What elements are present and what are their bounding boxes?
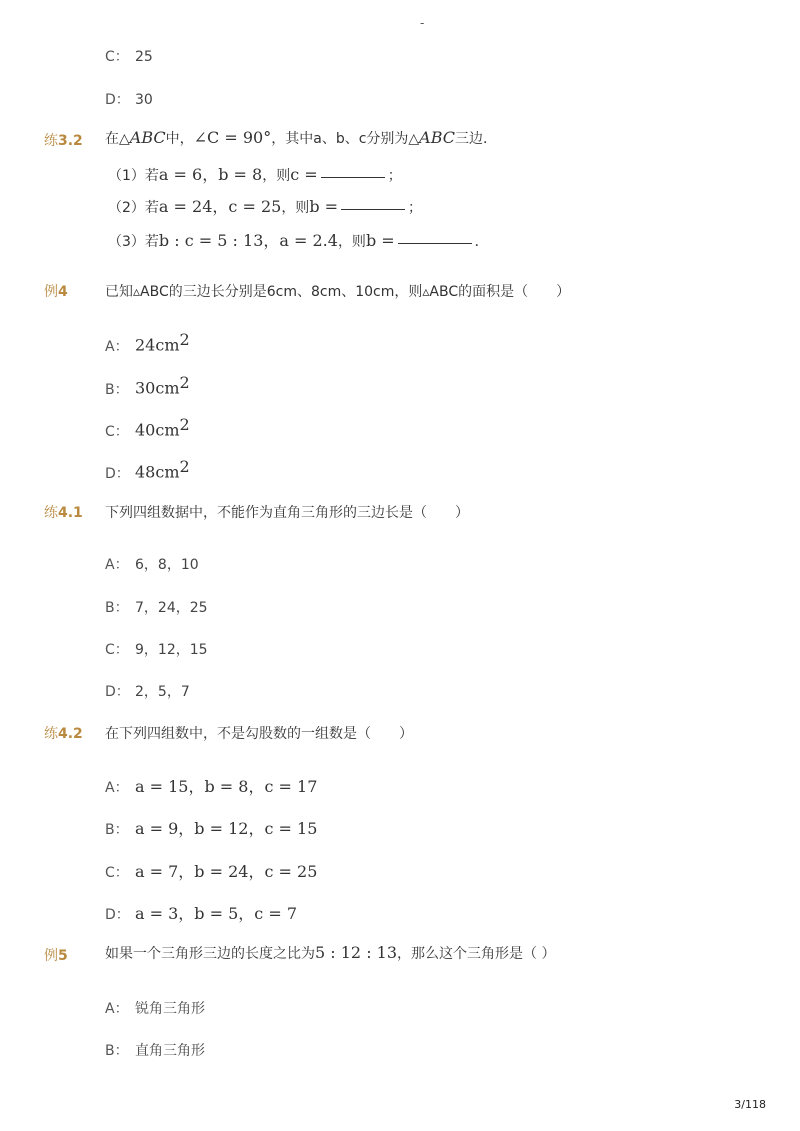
- answer-blank[interactable]: [341, 208, 405, 210]
- sub-text: ．: [474, 234, 489, 250]
- option-label: B：: [105, 381, 129, 398]
- option-c[interactable]: [105, 415, 190, 441]
- tag-number: 4.1: [58, 505, 83, 521]
- stem-text: ，其中a、b、c分别为△: [271, 131, 420, 147]
- stem-text: 中，: [165, 131, 194, 147]
- subquestion-2: [108, 194, 422, 217]
- option-b[interactable]: [105, 597, 208, 617]
- option-label: A：: [105, 1001, 129, 1017]
- tag-prefix: 练: [44, 505, 58, 521]
- math-abc: ABC: [419, 128, 456, 147]
- math-abc: ABC: [129, 128, 166, 147]
- option-b[interactable]: [105, 373, 190, 399]
- option-text: 2，5，7: [135, 684, 190, 700]
- option-d[interactable]: [105, 681, 190, 701]
- option-exponent: 2: [179, 373, 190, 392]
- option-c[interactable]: [105, 859, 317, 882]
- sub-text: ，则: [262, 168, 291, 184]
- sub-text: ，则: [281, 200, 310, 216]
- option-a[interactable]: [105, 774, 317, 797]
- option-text: 6，8，10: [135, 557, 199, 573]
- tag-number: 4: [58, 284, 68, 300]
- option-label: A：: [105, 557, 129, 573]
- tag-number: 3.2: [58, 133, 83, 149]
- option-value: 30cm: [135, 378, 180, 398]
- question-stem-5: [105, 943, 555, 963]
- option-label: C：: [105, 423, 129, 440]
- option-text: 锐角三角形: [135, 1001, 205, 1017]
- sub-text: （3）若: [108, 234, 159, 250]
- stem-text: 三边．: [455, 131, 498, 147]
- option-text: 9，12，15: [135, 642, 208, 658]
- tag-prefix: 例: [44, 284, 58, 300]
- answer-blank[interactable]: [321, 176, 385, 178]
- option-a[interactable]: [105, 998, 205, 1018]
- tag-prefix: 练: [44, 133, 58, 149]
- option-a[interactable]: [105, 330, 190, 356]
- option-d[interactable]: [105, 901, 297, 924]
- option-label: D：: [105, 684, 130, 700]
- math-expr: a = 24，c = 25: [158, 197, 282, 216]
- question-tag-4-2: [44, 723, 83, 743]
- option-b[interactable]: [105, 816, 317, 839]
- option-math: a = 15，b = 8，c = 17: [135, 777, 318, 796]
- option-c[interactable]: [105, 639, 208, 659]
- tag-number: 5: [58, 948, 68, 964]
- question-stem-4-1: 下列四组数据中，不能作为直角三角形的三边长是（ ）: [105, 505, 469, 521]
- subquestion-3: [108, 228, 489, 251]
- option-label: C：: [105, 642, 129, 658]
- math-var: c =: [290, 165, 318, 184]
- math-angle: ∠C = 90°: [193, 128, 272, 147]
- option-value: 40cm: [135, 420, 180, 440]
- math-ratio: 5 : 12 : 13: [315, 943, 398, 962]
- option-c[interactable]: [105, 46, 153, 66]
- question-tag-5: [44, 945, 68, 965]
- option-exponent: 2: [179, 330, 190, 349]
- stem-text: ，那么这个三角形是（ ）: [397, 946, 556, 962]
- header-dash: -: [420, 16, 425, 30]
- stem-text: 如果一个三角形三边的长度之比为: [105, 946, 315, 962]
- option-label: D：: [105, 465, 130, 482]
- question-stem-4-2: 在下列四组数中，不是勾股数的一组数是（ ）: [105, 726, 413, 742]
- math-var: b =: [309, 197, 339, 216]
- sub-text: ；: [387, 168, 402, 184]
- question-stem-4: 已知▵ABC的三边长分别是6cm、8cm、10cm，则▵ABC的面积是（ ）: [105, 284, 571, 300]
- option-math: a = 7，b = 24，c = 25: [135, 862, 318, 881]
- option-label: B：: [105, 822, 129, 838]
- option-label: D：: [105, 907, 130, 923]
- option-label: B：: [105, 600, 129, 616]
- option-d[interactable]: [105, 457, 190, 483]
- option-text: 7，24，25: [135, 600, 208, 616]
- option-text: 30: [135, 92, 153, 108]
- option-label: C：: [105, 49, 129, 65]
- option-text: 25: [135, 49, 153, 65]
- page-number: 3/118: [734, 1098, 766, 1111]
- question-tag-3-2: [44, 130, 83, 150]
- option-b[interactable]: [105, 1040, 205, 1060]
- tag-prefix: 练: [44, 726, 58, 742]
- option-label: A：: [105, 338, 129, 355]
- sub-text: （2）若: [108, 200, 159, 216]
- option-a[interactable]: [105, 554, 199, 574]
- subquestion-1: [108, 162, 402, 185]
- sub-text: ；: [408, 200, 423, 216]
- tag-number: 4.2: [58, 726, 83, 742]
- option-math: a = 3，b = 5，c = 7: [135, 904, 298, 923]
- option-value: 48cm: [135, 462, 180, 482]
- math-expr: a = 6，b = 8: [158, 165, 263, 184]
- stem-text: 在△: [105, 131, 130, 147]
- question-tag-4-1: [44, 502, 83, 522]
- option-exponent: 2: [179, 415, 190, 434]
- option-label: D：: [105, 92, 130, 108]
- option-value: 24cm: [135, 335, 180, 355]
- math-expr: b : c = 5 : 13，a = 2.4: [158, 231, 338, 250]
- answer-blank[interactable]: [398, 242, 472, 244]
- sub-text: ，则: [337, 234, 366, 250]
- option-label: B：: [105, 1043, 129, 1059]
- tag-prefix: 例: [44, 948, 58, 964]
- option-text: 直角三角形: [135, 1043, 205, 1059]
- option-math: a = 9，b = 12，c = 15: [135, 819, 318, 838]
- sub-text: （1）若: [108, 168, 159, 184]
- option-label: C：: [105, 865, 129, 881]
- option-d[interactable]: [105, 89, 153, 109]
- option-exponent: 2: [179, 457, 190, 476]
- question-tag-4: [44, 281, 68, 301]
- question-stem-3-2: [105, 128, 497, 148]
- math-var: b =: [365, 231, 395, 250]
- option-label: A：: [105, 780, 129, 796]
